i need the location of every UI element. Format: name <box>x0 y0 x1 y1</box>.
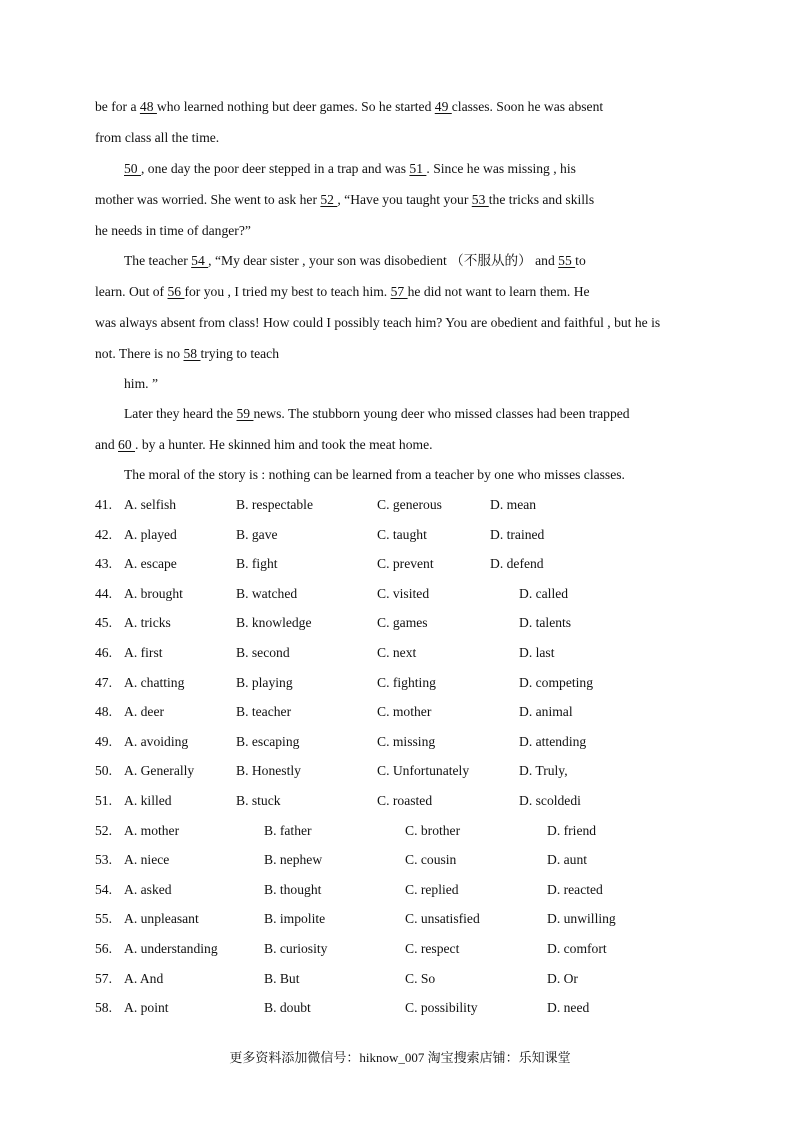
text: not. There is no <box>95 346 184 361</box>
option-d: D. mean <box>490 497 537 512</box>
option-b: B. nephew <box>264 852 323 868</box>
option-a: A. played <box>124 526 177 542</box>
option-a: A. tricks <box>124 615 171 631</box>
passage-line-1 <box>95 98 707 116</box>
text: , one day the poor deer stepped in a trap and was <box>141 161 410 176</box>
option-b: B. father <box>264 822 312 838</box>
option-b: B. watched <box>236 585 298 601</box>
option-number: 52. <box>95 822 112 838</box>
passage-line-11 <box>124 405 736 423</box>
option-c: C. Unfortunately <box>377 763 470 779</box>
option-d: D. reacted <box>547 881 603 897</box>
blank-53: 53 <box>471 192 489 207</box>
option-c: C. taught <box>377 526 427 542</box>
option-number: 46. <box>95 645 112 660</box>
option-b: B. knowledge <box>236 615 312 631</box>
option-d: D. friend <box>547 822 597 838</box>
blank-54: 54 <box>191 253 209 268</box>
text: he did not want to learn them. He <box>407 284 590 299</box>
option-number: 53. <box>95 852 112 868</box>
option-d: D. need <box>547 1000 590 1016</box>
option-number: 50. <box>95 763 112 779</box>
option-c: C. unsatisfied <box>405 911 480 927</box>
option-number: 49. <box>95 733 112 749</box>
option-a: A. chatting <box>124 674 185 690</box>
option-c: C. possibility <box>405 1000 478 1016</box>
option-d: D. animal <box>519 704 573 720</box>
text: Later they heard the <box>124 406 237 421</box>
option-number: 51. <box>95 793 112 808</box>
blank-48: 48 <box>139 99 157 114</box>
text: to <box>575 253 586 268</box>
blank-52: 52 <box>320 192 338 207</box>
blank-59: 59 <box>236 406 254 421</box>
text: for you , I tried my best to teach him. <box>184 284 391 299</box>
text: the tricks and skills <box>488 192 595 207</box>
option-c: C. So <box>405 970 436 986</box>
option-c: C. next <box>377 645 417 660</box>
passage-line-13: The moral of the story is : nothing can be learned from a teacher by one who misses classes. <box>124 467 625 482</box>
option-d: D. scoldedi <box>519 793 581 808</box>
text: learn. Out of <box>95 284 168 299</box>
text: . Since he was missing , his <box>426 161 576 176</box>
option-c: C. roasted <box>377 793 433 808</box>
option-d: D. competing <box>519 674 593 690</box>
option-a: A. understanding <box>124 941 218 956</box>
option-a: A. avoiding <box>124 733 189 749</box>
option-number: 41. <box>95 497 112 512</box>
option-b: B. curiosity <box>264 941 328 956</box>
option-d: D. attending <box>519 733 587 749</box>
option-c: C. missing <box>377 733 436 749</box>
option-b: B. second <box>236 645 290 660</box>
passage-line-12 <box>95 436 707 454</box>
blank-56: 56 <box>167 284 185 299</box>
option-a: A. brought <box>124 585 183 601</box>
option-d: D. Truly, <box>519 763 568 779</box>
option-b: B. teacher <box>236 704 292 720</box>
text: news. The stubborn young deer who missed classes had been trapped <box>253 406 630 421</box>
option-b: B. doubt <box>264 1000 311 1016</box>
passage-line-8: was always absent from class! How could I possibly teach him? You are obedient and faithful , but he is <box>95 315 661 330</box>
passage-line-7 <box>95 283 707 301</box>
blank-50: 50 <box>124 161 141 176</box>
option-a: A. escape <box>124 556 177 572</box>
option-d: D. defend <box>490 556 544 572</box>
option-number: 47. <box>95 674 112 690</box>
option-number: 45. <box>95 615 112 631</box>
option-number: 56. <box>95 941 112 956</box>
option-c: C. brother <box>405 822 461 838</box>
option-b: B. escaping <box>236 733 300 749</box>
passage-line-6 <box>124 252 736 270</box>
passage-line-3 <box>124 160 736 178</box>
option-d: D. unwilling <box>547 911 616 927</box>
option-c: C. prevent <box>377 556 434 572</box>
option-b: B. stuck <box>236 793 281 808</box>
option-a: A. asked <box>124 881 172 897</box>
option-a: A. deer <box>124 704 165 720</box>
text: trying to teach <box>200 346 280 361</box>
option-b: B. fight <box>236 556 278 572</box>
option-d: D. comfort <box>547 941 607 956</box>
text: who learned nothing but deer games. So he started <box>156 99 435 114</box>
option-c: C. cousin <box>405 852 457 868</box>
blank-55: 55 <box>558 253 576 268</box>
blank-57: 57 <box>390 284 408 299</box>
text: , “My dear sister , your son was disobedient （不服从的） and <box>208 253 559 268</box>
option-number: 55. <box>95 911 112 927</box>
option-c: C. visited <box>377 585 430 601</box>
option-number: 58. <box>95 1000 112 1016</box>
text: and <box>95 437 119 452</box>
option-number: 43. <box>95 556 112 572</box>
text: , “Have you taught your <box>337 192 472 207</box>
passage-line-9 <box>95 345 707 363</box>
option-a: A. Generally <box>124 763 195 779</box>
option-c: C. respect <box>405 941 460 956</box>
option-d: D. talents <box>519 615 572 631</box>
text: classes. Soon he was absent <box>451 99 604 114</box>
option-c: C. mother <box>377 704 432 720</box>
option-b: B. gave <box>236 526 278 542</box>
text: The teacher <box>124 253 192 268</box>
option-b: B. respectable <box>236 497 313 512</box>
option-a: A. selfish <box>124 497 177 512</box>
blank-49: 49 <box>434 99 452 114</box>
blank-60: 60 <box>118 437 136 452</box>
option-a: A. point <box>124 1000 169 1016</box>
option-number: 48. <box>95 704 112 720</box>
passage-line-4 <box>95 191 707 209</box>
option-b: B. thought <box>264 881 322 897</box>
option-number: 57. <box>95 970 112 986</box>
option-d: D. last <box>519 645 555 660</box>
option-d: D. trained <box>490 526 545 542</box>
option-d: D. aunt <box>547 852 588 868</box>
option-c: C. generous <box>377 497 442 512</box>
passage-line-2: from class all the time. <box>95 130 220 145</box>
option-c: C. fighting <box>377 674 436 690</box>
passage-line-10: him. ” <box>124 376 158 391</box>
blank-51: 51 <box>409 161 427 176</box>
option-number: 54. <box>95 881 112 897</box>
option-c: C. replied <box>405 881 459 897</box>
option-a: A. mother <box>124 822 180 838</box>
option-number: 42. <box>95 526 112 542</box>
text: mother was worried. She went to ask her <box>95 192 321 207</box>
option-a: A. killed <box>124 793 172 808</box>
text: . by a hunter. He skinned him and took the meat home. <box>135 437 433 452</box>
footer-note: 更多资料添加微信号：hiknow_007 淘宝搜索店铺：乐知课堂 <box>229 1050 571 1065</box>
option-b: B. Honestly <box>236 763 301 779</box>
option-a: A. And <box>124 970 164 986</box>
option-a: A. unpleasant <box>124 911 199 927</box>
option-c: C. games <box>377 615 428 631</box>
text: be for a <box>95 99 140 114</box>
option-d: D. Or <box>547 970 578 986</box>
option-number: 44. <box>95 585 112 601</box>
option-b: B. But <box>264 970 300 986</box>
option-d: D. called <box>519 585 569 601</box>
option-b: B. impolite <box>264 911 326 927</box>
option-a: A. first <box>124 645 163 660</box>
option-b: B. playing <box>236 674 293 690</box>
option-a: A. niece <box>124 852 170 868</box>
blank-58: 58 <box>183 346 201 361</box>
passage-line-5: he needs in time of danger?” <box>95 223 251 238</box>
